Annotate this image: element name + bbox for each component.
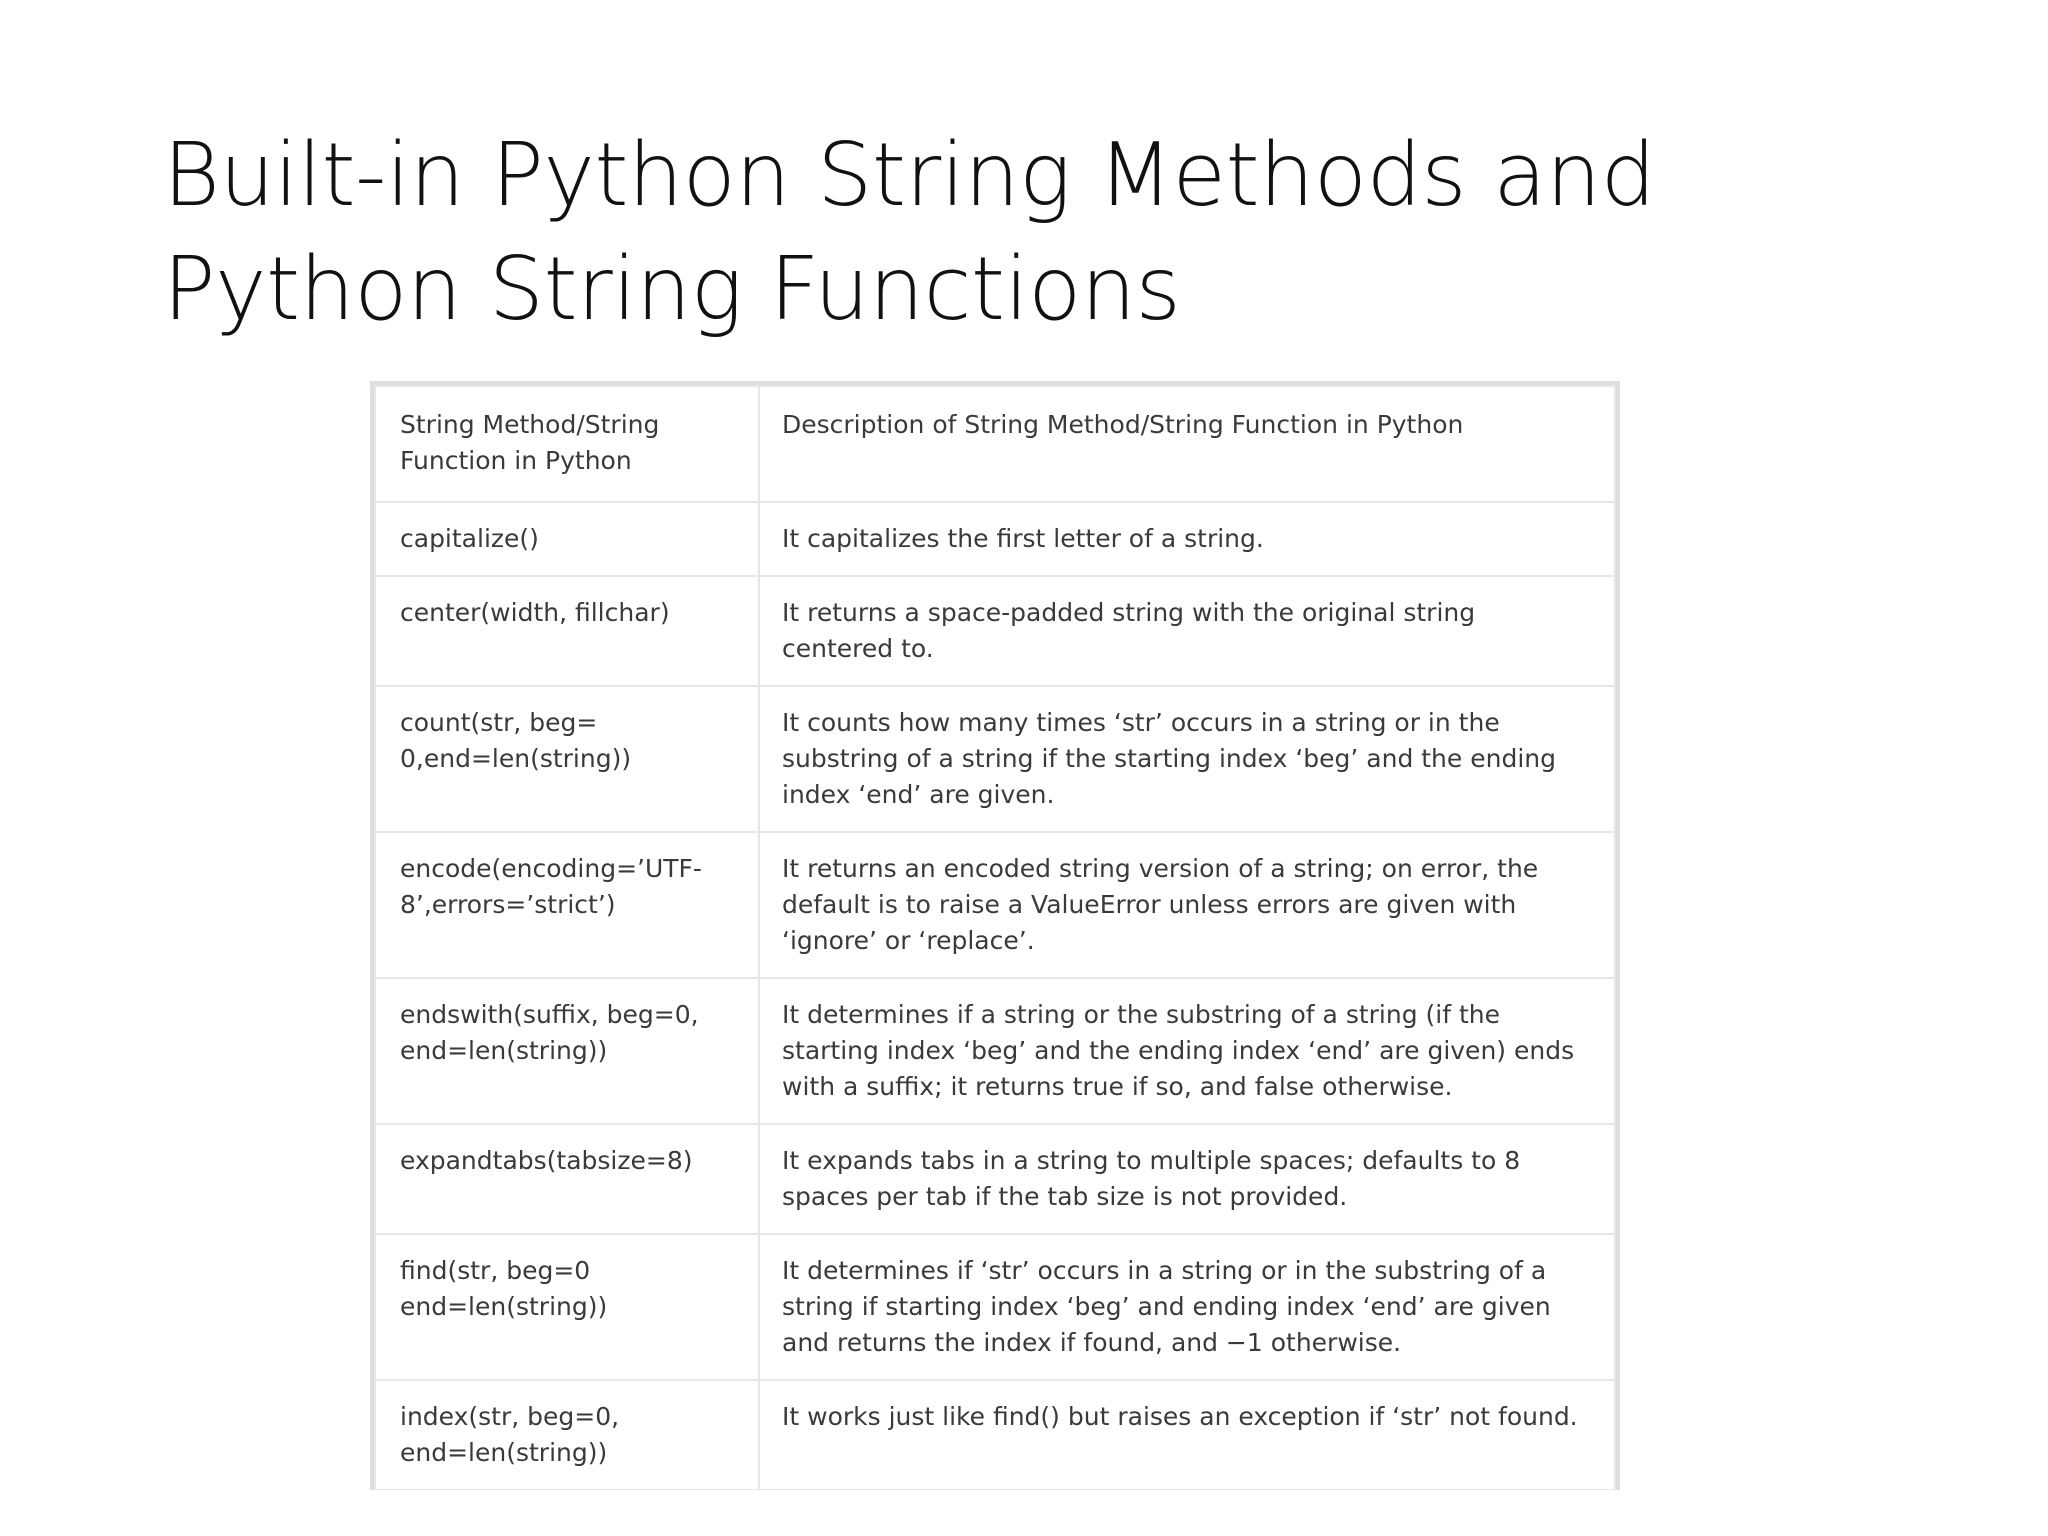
description-cell: It determines if ‘str’ occurs in a string or in the substring of a string if starting index ‘beg’ and ending index ‘end’ are given and returns the index if found, and −1 otherwise. [759,1234,1615,1380]
description-cell: It returns a space-padded string with the original string centered to. [759,576,1615,686]
header-cell-description: Description of String Method/String Function in Python [759,386,1615,502]
table-row [375,1124,1615,1234]
table-row [375,502,1615,576]
method-cell: index(str, beg=0, end=len(string)) [375,1380,759,1490]
description-cell: It works just like find() but raises an exception if ‘str’ not found. [759,1380,1615,1490]
method-cell: expandtabs(tabsize=8) [375,1124,759,1234]
table-header-row [375,386,1615,502]
methods-table-container [370,381,1620,1490]
method-cell: capitalize() [375,502,759,576]
method-cell: encode(encoding=’UTF-8’,errors=’strict’) [375,832,759,978]
table-row [375,686,1615,832]
description-cell: It determines if a string or the substring of a string (if the starting index ‘beg’ and the ending index ‘end’ are given) ends with a suffix; it returns true if so, and false otherwise. [759,978,1615,1124]
table-row [375,1234,1615,1380]
table-row [375,978,1615,1124]
method-cell: find(str, beg=0 end=len(string)) [375,1234,759,1380]
method-cell: count(str, beg= 0,end=len(string)) [375,686,759,832]
table-row [375,832,1615,978]
description-cell: It capitalizes the first letter of a string. [759,502,1615,576]
method-cell: endswith(suffix, beg=0, end=len(string)) [375,978,759,1124]
method-cell: center(width, fillchar) [375,576,759,686]
slide-title [163,118,1863,346]
string-methods-table [374,385,1616,1490]
description-cell: It expands tabs in a string to multiple spaces; defaults to 8 spaces per tab if the tab size is not provided. [759,1124,1615,1234]
table-row [375,1380,1615,1490]
description-cell: It returns an encoded string version of a string; on error, the default is to raise a ValueError unless errors are given with ‘ignore’ or ‘replace’. [759,832,1615,978]
slide-title-line-2: Python String Functions [163,238,1181,340]
header-cell-method: String Method/String Function in Python [375,386,759,502]
table-row [375,576,1615,686]
description-cell: It counts how many times ‘str’ occurs in a string or in the substring of a string if the starting index ‘beg’ and the ending index ‘end’ are given. [759,686,1615,832]
slide-title-line-1: Built-in Python String Methods and [163,124,1656,226]
